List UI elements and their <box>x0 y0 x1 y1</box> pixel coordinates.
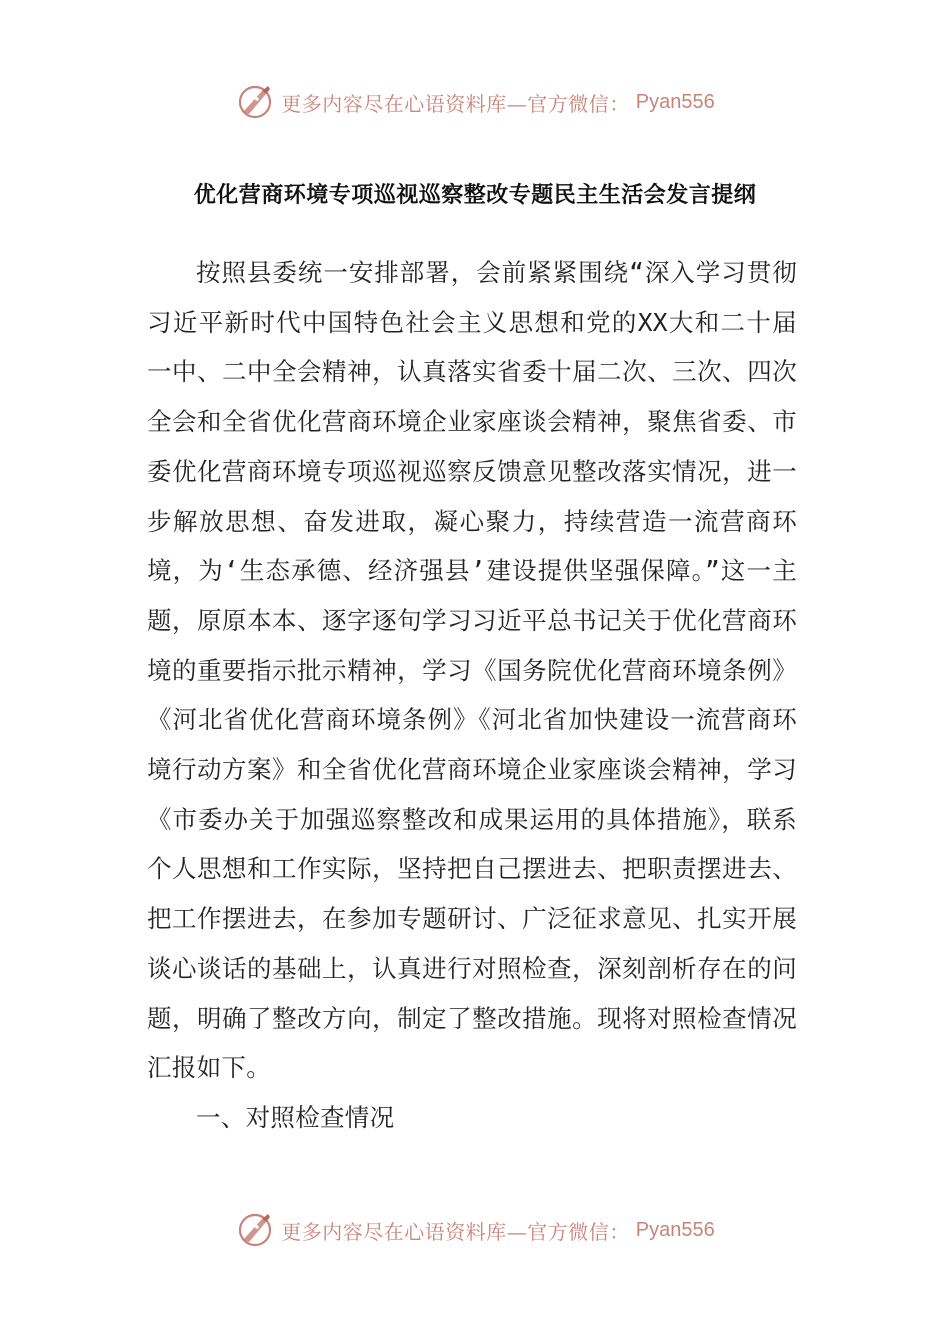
watermark-wechat-id: Pyan556 <box>635 90 715 113</box>
pen-nib-logo-icon <box>235 82 275 122</box>
pen-nib-logo-icon <box>235 1210 275 1250</box>
watermark-header <box>0 80 950 124</box>
watermark-wechat-id: Pyan556 <box>635 1218 715 1241</box>
watermark-footer <box>0 1208 950 1252</box>
body-paragraph: 按照县委统一安排部署，会前紧紧围绕“深入学习贯彻习近平新时代中国特色社会主义思想和党的XX大和二十届一中、二中全会精神，认真落实省委十届二次、三次、四次全会和全省优化营商环境企业家座谈会精神，聚焦省委、市委优化营商环境专项巡视巡察反馈意见整改落实情况，进一步解放思想、奋发进取，凝心聚力，持续营造一流营商环境，为‘生态承德、经济强县’建设提供坚强保障。”这一主题，原原本本、逐字逐句学习习近平总书记关于优化营商环境的重要指示批示精神，学习《国务院优化营商环境条例》《河北省优化营商环境条例》《河北省加快建设一流营商环境行动方案》和全省优化营商环境企业家座谈会精神，学习《市委办关于加强巡察整改和成果运用的具体措施》，联系个人思想和工作实际，坚持把自己摆进去、把职责摆进去、把工作摆进去，在参加专题研讨、广泛征求意见、扎实开展谈心谈话的基础上，认真进行对照检查，深刻剖析存在的问题，明确了整改方向，制定了整改措施。现将对照检查情况汇报如下。 <box>147 258 797 1083</box>
watermark-text: 更多内容尽在心语资料库—官方微信： <box>281 1219 630 1244</box>
watermark-text: 更多内容尽在心语资料库—官方微信： <box>281 91 630 116</box>
document-body <box>147 248 797 1143</box>
section-heading: 一、对照检查情况 <box>196 1102 395 1132</box>
document-title: 优化营商环境专项巡视巡察整改专题民主生活会发言提纲 <box>193 182 757 208</box>
